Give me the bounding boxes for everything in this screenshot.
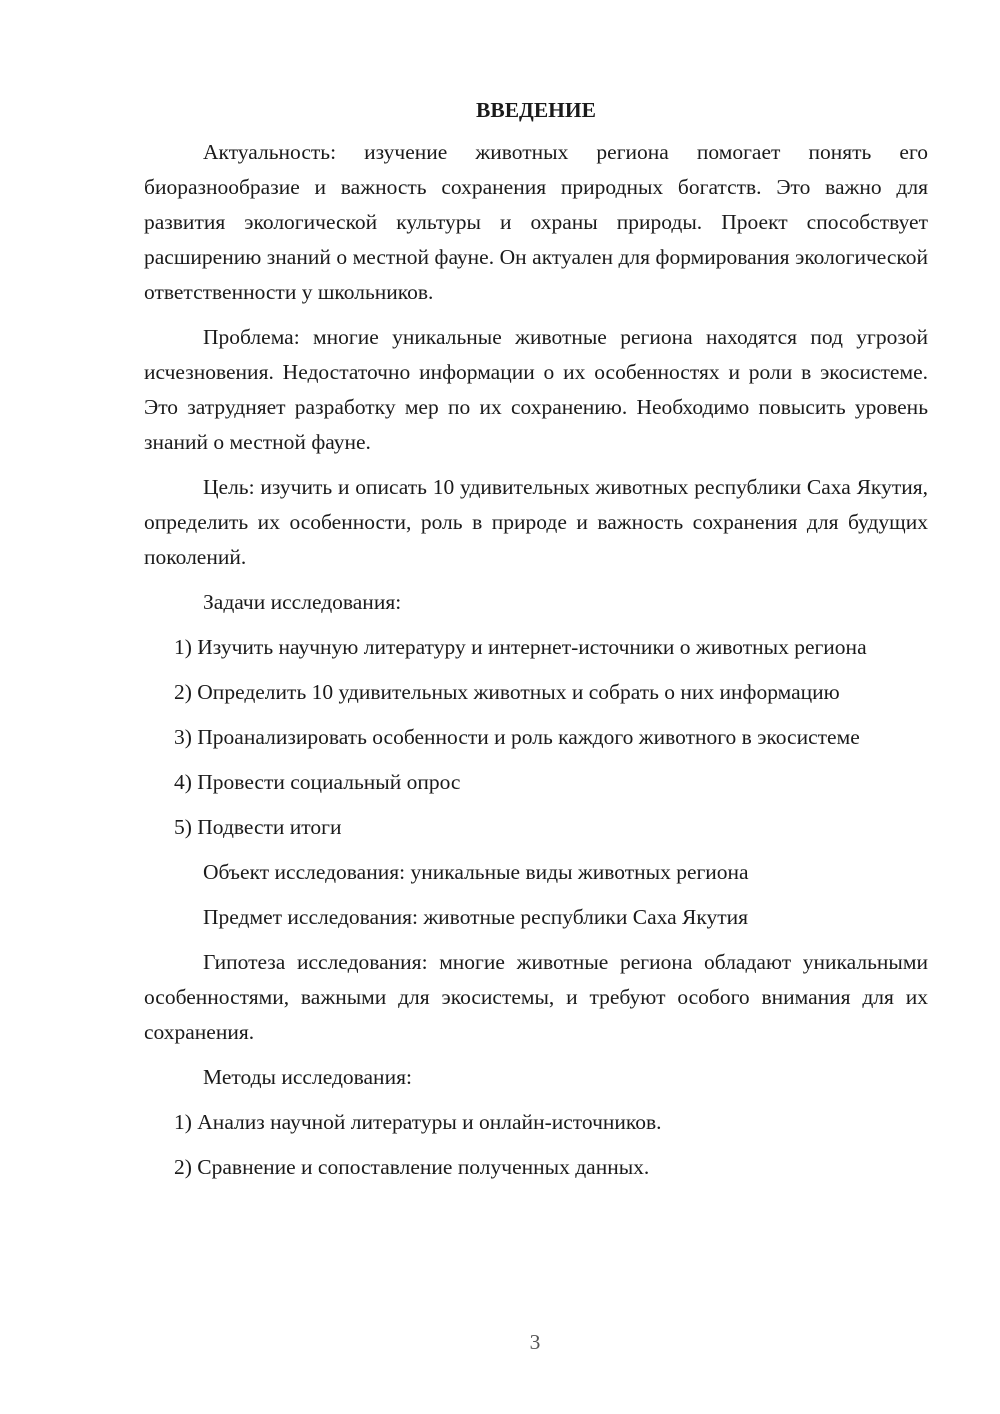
problem-paragraph: Проблема: многие уникальные животные региона находятся под угрозой исчезновения. Недостаточно информации о их особенностях и роли в экосистеме. Это затрудняет разработку мер по их сохранению. Необходимо повысить уровень знаний о местной фауне. bbox=[144, 325, 928, 454]
tasks-list bbox=[144, 630, 928, 845]
method-item: 1) Анализ научной литературы и онлайн-источников. bbox=[174, 1110, 662, 1134]
task-item: 1) Изучить научную литературу и интернет-источники о животных региона bbox=[174, 635, 867, 659]
task-item: 2) Определить 10 удивительных животных и собрать о них информацию bbox=[174, 680, 840, 704]
methods-heading: Методы исследования: bbox=[203, 1065, 412, 1089]
research-object: Объект исследования: уникальные виды животных региона bbox=[203, 860, 749, 884]
hypothesis-paragraph: Гипотеза исследования: многие животные региона обладают уникальными особенностями, важными для экосистемы, и требуют особого внимания для их сохранения. bbox=[144, 950, 928, 1044]
goal-paragraph: Цель: изучить и описать 10 удивительных животных республики Саха Якутия, определить их особенности, роль в природе и важность сохранения для будущих поколений. bbox=[144, 475, 928, 569]
task-item: 4) Провести социальный опрос bbox=[174, 770, 461, 794]
task-item: 5) Подвести итоги bbox=[174, 815, 342, 839]
task-item: 3) Проанализировать особенности и роль каждого животного в экосистеме bbox=[174, 725, 860, 749]
research-subject: Предмет исследования: животные республики Саха Якутия bbox=[203, 905, 749, 929]
method-item: 2) Сравнение и сопоставление полученных данных. bbox=[174, 1155, 650, 1179]
document-page bbox=[144, 91, 928, 1195]
page-title: ВВЕДЕНИЕ bbox=[476, 98, 596, 122]
tasks-heading: Задачи исследования: bbox=[203, 590, 402, 614]
page-number: 3 bbox=[529, 1330, 541, 1354]
methods-list bbox=[144, 1105, 928, 1185]
relevance-paragraph: Актуальность: изучение животных региона помогает понять его биоразнообразие и важность сохранения природных богатств. Это важно для развития экологической культуры и охраны природы. Проект способствует расширению знаний о местной фауне. Он актуален для формирования экологической ответственности у школьников. bbox=[144, 140, 928, 304]
